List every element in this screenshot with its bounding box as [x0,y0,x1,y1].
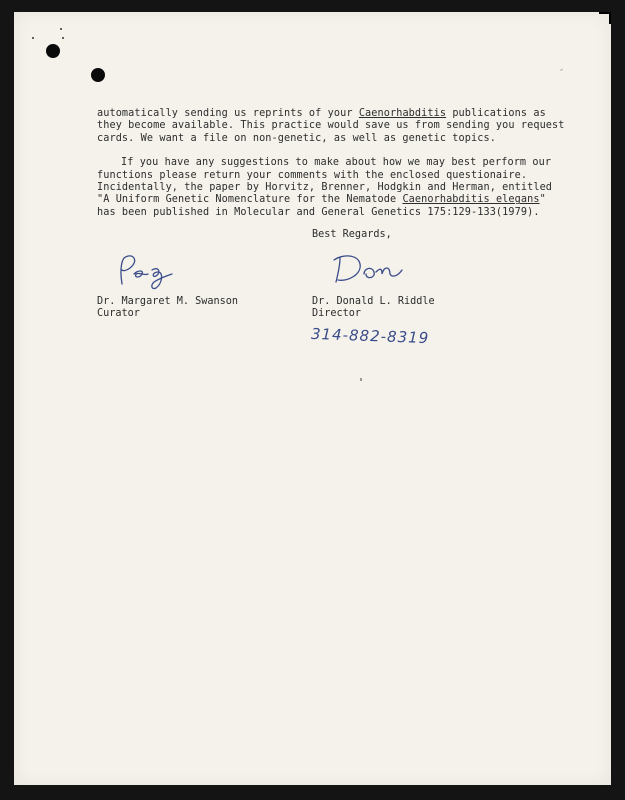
p1-text-b: publications as they become available. This practice would save us from sending you request cards. We want a file on non-genetic, as well as genetic topics. [97,108,565,144]
punch-hole-1 [46,44,60,58]
corner-mark [599,12,611,24]
page-mark: ″ [560,69,564,79]
signature-peg [112,252,182,292]
signer-right-title: Director [312,308,362,320]
signer-right-name: Dr. Donald L. Riddle [312,296,435,307]
speck-mark [62,37,64,39]
p1-genus-underlined: Caenorhabditis [358,108,447,119]
paragraph-2 [97,157,567,219]
handwritten-phone-number: 314-882-8319 [310,324,430,348]
letter-body [97,108,567,219]
closing-line: Best Regards, [312,229,392,240]
signer-left-name: Dr. Margaret M. Swanson [97,296,239,307]
p2-species-underlined: Caenorhabditis elegans [402,194,540,206]
signer-left-block [97,296,238,321]
signer-left-title: Curator [97,308,140,320]
speck-mark [32,37,34,39]
speck-mark [60,28,62,30]
speck-mark [360,378,362,381]
signature-don [328,252,408,288]
p2-text-b: " has been published in Molecular and General Genetics 175:129-133(1979). [97,194,546,218]
p1-text-a: automatically sending us reprints of your [97,108,359,119]
bleed-through-text [200,370,480,510]
signer-right-block [312,296,435,321]
paragraph-1 [97,108,567,145]
punch-hole-2 [91,68,105,82]
p2-text-a: If you have any suggestions to make about how we may best perform our functions please return your comments with the enclosed questionaire. Incidentally, the paper by Horvitz, Brenner, Hodgkin and Herman, entitled "A Uniform Genetic Nomenclature for the Nematode [97,157,553,206]
